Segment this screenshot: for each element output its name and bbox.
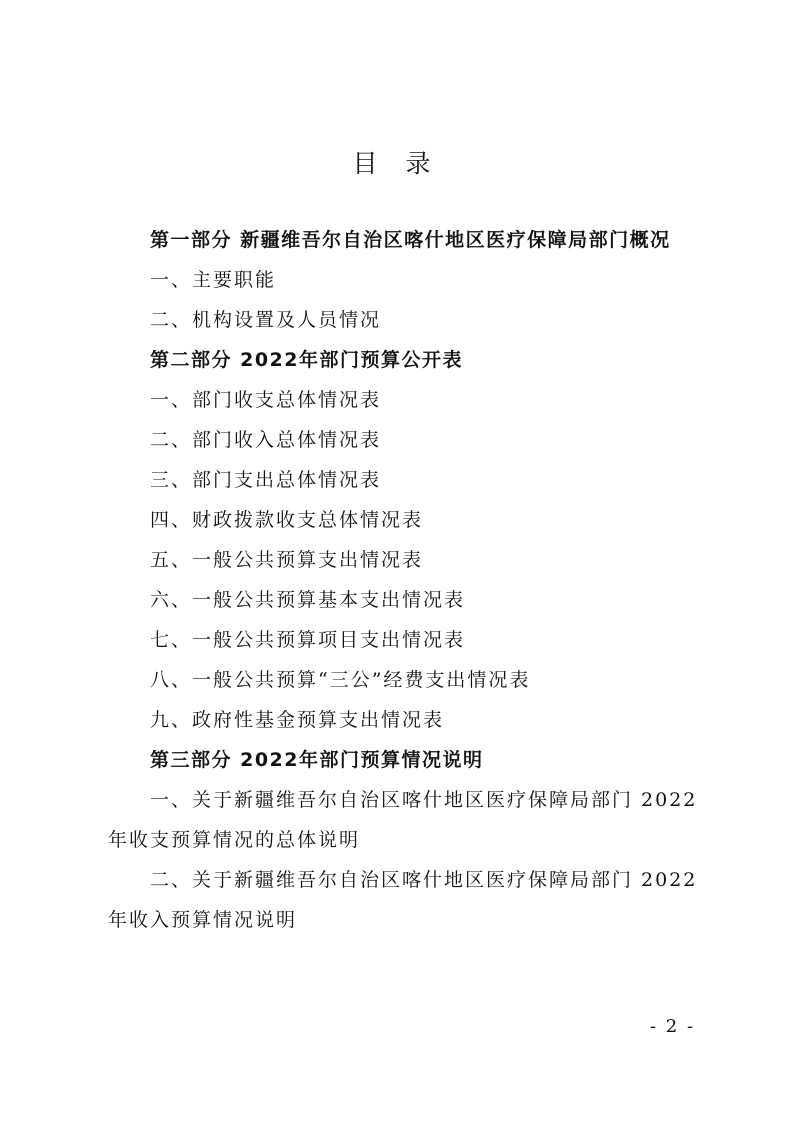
toc-item: 二、部门收入总体情况表 [150,429,382,451]
part2-heading: 第二部分 2022年部门预算公开表 [150,349,463,371]
toc-title: 目 录 [352,149,441,178]
toc-item: 八、一般公共预算“三公”经费支出情况表 [150,669,531,691]
page-number: - 2 - [650,1016,696,1037]
toc-item: 九、政府性基金预算支出情况表 [150,709,445,731]
toc-item: 三、部门支出总体情况表 [150,469,382,491]
toc-item: 二、机构设置及人员情况 [150,309,382,331]
toc-item-line1: 二、关于新疆维吾尔自治区喀什地区医疗保障局部门 2022 [150,869,698,891]
toc-item-line1: 一、关于新疆维吾尔自治区喀什地区医疗保障局部门 2022 [150,789,698,811]
toc-item: 五、一般公共预算支出情况表 [150,549,424,571]
toc-item: 四、财政拨款收支总体情况表 [150,509,424,531]
toc-item-line2: 年收支预算情况的总体说明 [108,829,361,851]
part1-heading: 第一部分 新疆维吾尔自治区喀什地区医疗保障局部门概况 [150,229,671,251]
toc-item: 七、一般公共预算项目支出情况表 [150,629,466,651]
toc-item: 一、部门收支总体情况表 [150,389,382,411]
part3-heading: 第三部分 2022年部门预算情况说明 [150,749,484,771]
toc-item: 六、一般公共预算基本支出情况表 [150,589,466,611]
toc-item: 一、主要职能 [150,269,277,291]
toc-item-line2: 年收入预算情况说明 [108,909,298,931]
